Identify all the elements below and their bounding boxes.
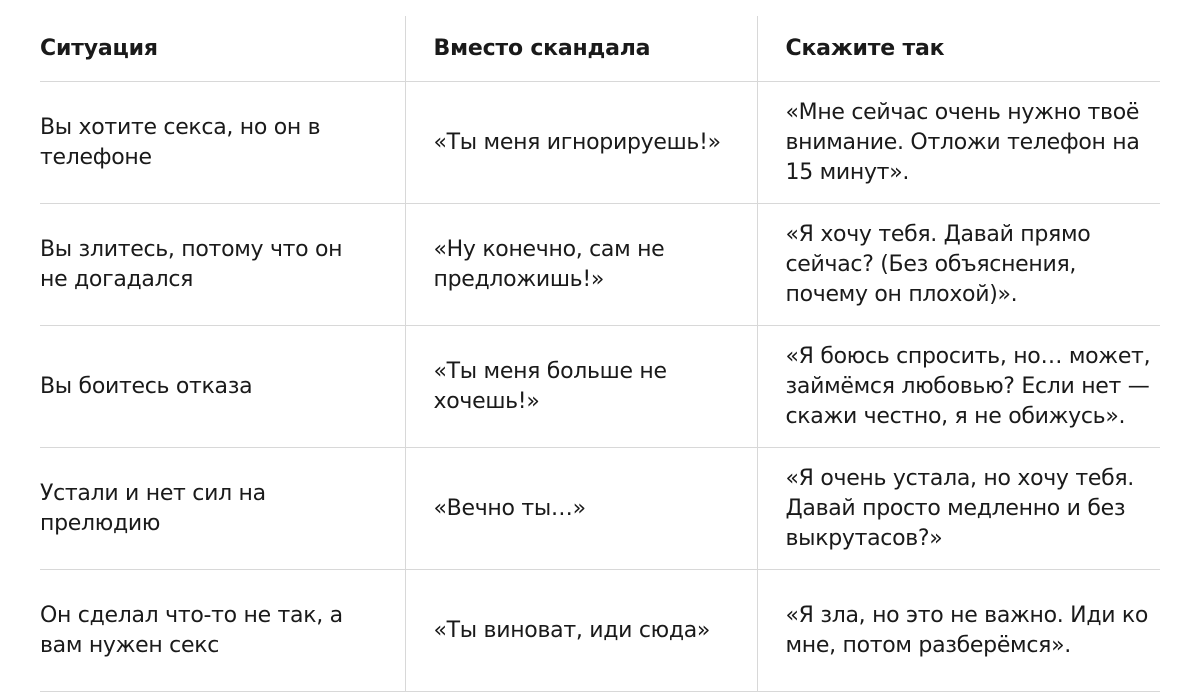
table-row [40, 82, 1160, 204]
cell-say: «Я боюсь спросить, но… может, займёмся любовью? Если нет — скажи честно, я не обижусь». [757, 326, 1160, 448]
table-row [40, 570, 1160, 692]
table-row [40, 326, 1160, 448]
cell-situation: Устали и нет сил на прелюдию [40, 448, 405, 570]
cell-instead: «Ты меня игнорируешь!» [405, 82, 757, 204]
cell-say: «Мне сейчас очень нужно твоё внимание. Отложи телефон на 15 минут». [757, 82, 1160, 204]
cell-situation: Вы злитесь, потому что он не догадался [40, 204, 405, 326]
table-row [40, 204, 1160, 326]
advice-table [40, 16, 1160, 692]
cell-instead: «Ты меня больше не хочешь!» [405, 326, 757, 448]
cell-situation: Он сделал что-то не так, а вам нужен секс [40, 570, 405, 692]
table-header-row [40, 16, 1160, 82]
header-situation: Ситуация [40, 16, 405, 82]
header-say: Скажите так [757, 16, 1160, 82]
cell-situation: Вы хотите секса, но он в телефоне [40, 82, 405, 204]
cell-say: «Я очень устала, но хочу тебя. Давай просто медленно и без выкрутасов?» [757, 448, 1160, 570]
cell-instead: «Ты виноват, иди сюда» [405, 570, 757, 692]
cell-instead: «Вечно ты…» [405, 448, 757, 570]
cell-say: «Я зла, но это не важно. Иди ко мне, потом разберёмся». [757, 570, 1160, 692]
cell-situation: Вы боитесь отказа [40, 326, 405, 448]
cell-say: «Я хочу тебя. Давай прямо сейчас? (Без объяснения, почему он плохой)». [757, 204, 1160, 326]
header-instead: Вместо скандала [405, 16, 757, 82]
cell-instead: «Ну конечно, сам не предложишь!» [405, 204, 757, 326]
table-row [40, 448, 1160, 570]
